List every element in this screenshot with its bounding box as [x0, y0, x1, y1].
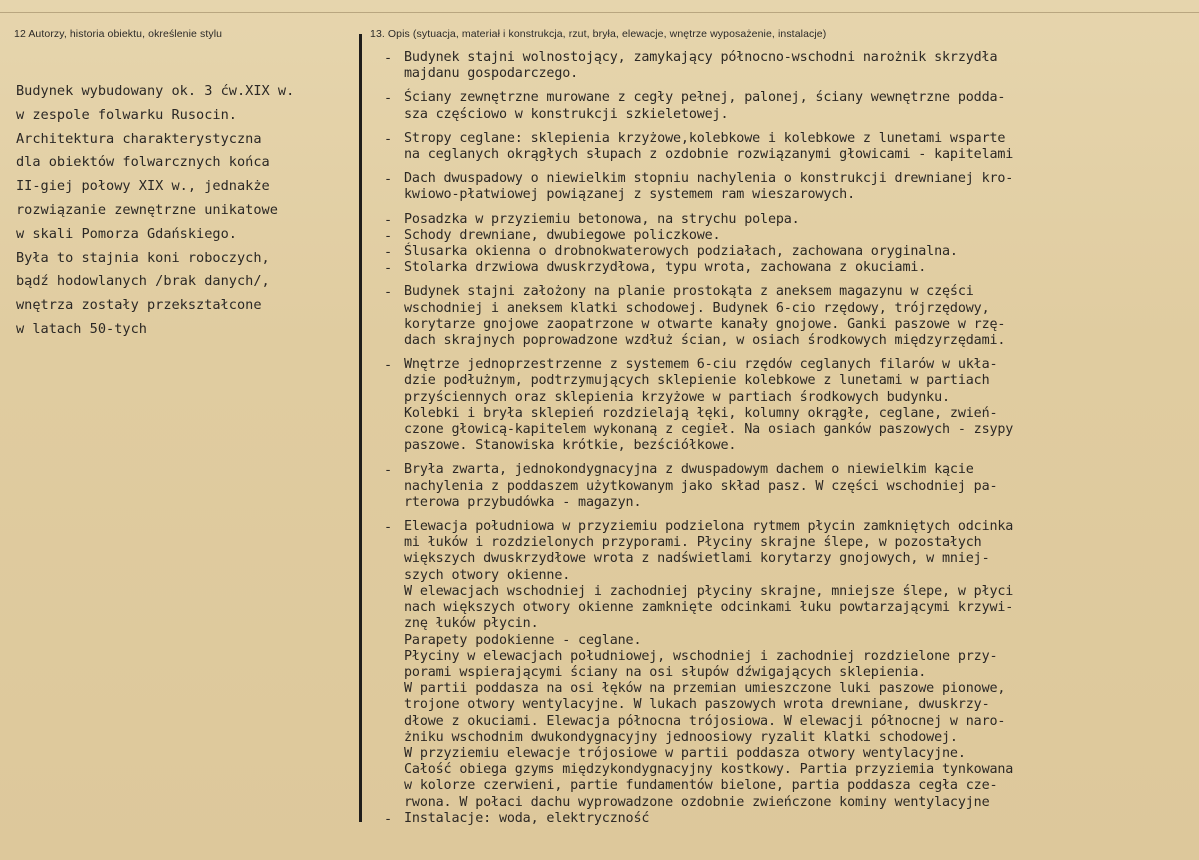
item-spacer: [370, 204, 1196, 212]
description-line: Posadzka w przyziemiu betonowa, na strychu polepa.: [404, 211, 800, 227]
description-line: na ceglanych okrągłych słupach z ozdobnie rozwiązanymi głowicami - kapitelami: [404, 147, 1014, 163]
history-line: dla obiektów folwarcznych końca: [16, 154, 270, 171]
description-item: [370, 50, 1196, 82]
bullet-dash: -: [384, 171, 393, 188]
history-line: II-giej połowy XIX w., jednakże: [16, 178, 270, 195]
bullet-dash: -: [384, 284, 393, 301]
description-line: żniku wschodnim dwukondygnacyjny jednoosiowy ryzalit klatki schodowej.: [404, 729, 958, 745]
description-item: [370, 811, 1196, 827]
description-line: Budynek stajni wolnostojący, zamykający północno-wschodni narożnik skrzydła: [404, 50, 998, 65]
description-line: rwona. W połaci dachu wyprowadzone ozdobnie zwieńczone kominy wentylacyjne: [404, 794, 990, 810]
description-line: dach skrajnych poprowadzone wzdłuż ścian, w osiach środkowych międzyrzędami.: [404, 333, 1006, 349]
history-line: w zespole folwarku Rusocin.: [16, 106, 237, 123]
description-item: [370, 260, 1196, 276]
description-item: [370, 357, 1196, 454]
bullet-dash: -: [384, 130, 393, 147]
history-column: [14, 28, 352, 342]
description-line: W partii poddasza na osi łęków na przemian umieszczone luki paszowe pionowe,: [404, 681, 1006, 697]
description-item: [370, 228, 1196, 244]
description-line: korytarze gnojowe zaopatrzone w otwarte kanały gnojowe. Ganki paszowe w rzę-: [404, 316, 1006, 332]
description-line: Elewacja południowa w przyziemiu podzielona rytmem płycin zamkniętych odcinka: [404, 519, 1014, 535]
history-line: bądź hodowlanych /brak danych/,: [16, 273, 270, 290]
description-item: [370, 212, 1196, 228]
column-divider: [359, 34, 362, 822]
description-item: [370, 462, 1196, 511]
description-line: paszowe. Stanowiska krótkie, bezściółkowe.: [404, 438, 737, 454]
history-line: wnętrza zostały przekształcone: [16, 297, 262, 314]
bullet-dash: -: [384, 50, 393, 66]
description-line: nachylenia z poddaszem użytkowanym jako skład pasz. W części wschodniej pa-: [404, 478, 998, 494]
description-line: szych otwory okienne.: [404, 567, 571, 583]
description-line: przyściennych oraz sklepienia krzyżowe w partiach środkowych budynku.: [404, 389, 950, 405]
description-line: Dach dwuspadowy o niewielkim stopniu nachylenia o konstrukcji drewnianej kro-: [404, 171, 1014, 187]
bullet-dash: -: [384, 462, 393, 479]
history-header: 12 Autorzy, historia obiektu, określenie stylu: [14, 28, 223, 40]
description-line: Wnętrze jednoprzestrzenne z systemem 6-ciu rzędów ceglanych filarów w ukła-: [404, 357, 998, 373]
description-line: Bryła zwarta, jednokondygnacyjna z dwuspadowym dachem o niewielkim kącie: [404, 462, 974, 478]
description-line: majdanu gospodarczego.: [404, 66, 579, 82]
item-spacer: [370, 163, 1196, 171]
description-line: Ślusarka okienna o drobnokwaterowych podziałach, zachowana oryginalna.: [404, 244, 958, 260]
description-line: W elewacjach wschodniej i zachodniej płyciny skrajne, mniejsze ślepe, w płyci: [404, 583, 1014, 599]
description-line: Ściany zewnętrzne murowane z cegły pełnej, palonej, ściany wewnętrzne podda-: [404, 90, 1006, 106]
description-item: [370, 244, 1196, 260]
description-line: większych dwuskrzydłowe wrota z nadświetlami korytarzy gnojowych, w mniej-: [404, 551, 990, 567]
description-line: Stolarka drzwiowa dwuskrzydłowa, typu wrota, zachowana z okuciami.: [404, 260, 927, 276]
description-line: Całość obiega gzyms międzykondygnacyjny kostkowy. Partia przyziemia tynkowana: [404, 762, 1014, 778]
description-line: Stropy ceglane: sklepienia krzyżowe,kolebkowe i kolebkowe z lunetami wsparte: [404, 130, 1006, 146]
description-line: nach większych otwory okienne zamknięte odcinkami łuku powtarzającymi krzywi-: [404, 600, 1014, 616]
description-line: dzie podłużnym, podtrzymujących sklepienie kolebkowe z lunetami w partiach: [404, 373, 990, 389]
history-line: w skali Pomorza Gdańskiego.: [16, 225, 237, 242]
history-line: rozwiązanie zewnętrzne unikatowe: [16, 201, 278, 218]
top-border: [0, 0, 1199, 13]
description-line: mi łuków i rozdzielonych przyporami. Płyciny skrajne ślepe, w pozostałych: [404, 535, 982, 551]
description-list: [370, 50, 1196, 827]
description-line: sza częściowo w konstrukcji szkieletowej.: [404, 106, 729, 122]
bullet-dash: -: [384, 357, 393, 374]
bullet-dash: -: [384, 211, 393, 228]
description-item: [370, 171, 1196, 203]
description-line: Kolebki i bryła sklepień rozdzielają łęki, kolumny okrągłe, ceglane, zwień-: [404, 405, 998, 421]
description-line: Budynek stajni założony na planie prostokąta z aneksem magazynu w części: [404, 284, 974, 300]
history-line: Była to stajnia koni roboczych,: [16, 249, 270, 266]
bullet-dash: -: [384, 244, 393, 261]
bullet-dash: -: [384, 90, 393, 107]
description-line: dłowe z okuciami. Elewacja północna trójosiowa. W elewacji północnej w naro-: [404, 713, 1006, 729]
description-item: [370, 519, 1196, 811]
description-line: Schody drewniane, dwubiegowe policzkowe.: [404, 227, 721, 243]
item-spacer: [370, 454, 1196, 462]
history-text: [14, 80, 352, 342]
description-line: wschodniej i aneksem klatki schodowej. Budynek 6-cio rzędowy, trójrzędowy,: [404, 300, 990, 316]
description-line: Parapety podokienne - ceglane.: [404, 632, 642, 648]
item-spacer: [370, 123, 1196, 131]
description-item: [370, 284, 1196, 349]
bullet-dash: -: [384, 227, 393, 244]
description-line: Płyciny w elewacjach południowej, wschodniej i zachodniej rozdzielone przy-: [404, 648, 998, 664]
description-line: W przyziemiu elewacje trójosiowe w partii poddasza otwory wentylacyjne.: [404, 745, 966, 761]
description-line: Instalacje: woda, elektryczność: [404, 810, 650, 826]
description-line: porami wspierającymi ściany na osi słupów dźwigających sklepienia.: [404, 664, 927, 680]
description-line: rterowa przybudówka - magazyn.: [404, 494, 642, 510]
bullet-dash: -: [384, 810, 393, 827]
description-line: w kolorze czerwieni, partie fundamentów bielone, partia poddasza cegła cze-: [404, 778, 998, 794]
description-header: 13. Opis (sytuacja, materiał i konstrukcja, rzut, bryła, elewacje, wnętrze wyposażenie, instalacje): [370, 28, 827, 40]
description-line: kwiowo-płatwiowej powiązanej z systemem ram wieszarowych.: [404, 187, 855, 203]
item-spacer: [370, 511, 1196, 519]
description-item: [370, 90, 1196, 122]
description-column: [370, 28, 1196, 827]
description-line: trojone otwory wentylacyjne. W lukach paszowych wrota drewniane, dwuskrzy-: [404, 697, 990, 713]
bullet-dash: -: [384, 260, 393, 277]
history-line: Architektura charakterystyczna: [16, 130, 262, 147]
history-line: w latach 50-tych: [16, 320, 147, 337]
description-line: czone głowicą-kapitelem wykonaną z cegieł. Na osiach ganków paszowych - zsypy: [404, 422, 1014, 438]
bullet-dash: -: [384, 519, 393, 536]
description-item: [370, 131, 1196, 163]
description-line: znę łuków płycin.: [404, 616, 539, 632]
history-line: Budynek wybudowany ok. 3 ćw.XIX w.: [16, 83, 295, 99]
